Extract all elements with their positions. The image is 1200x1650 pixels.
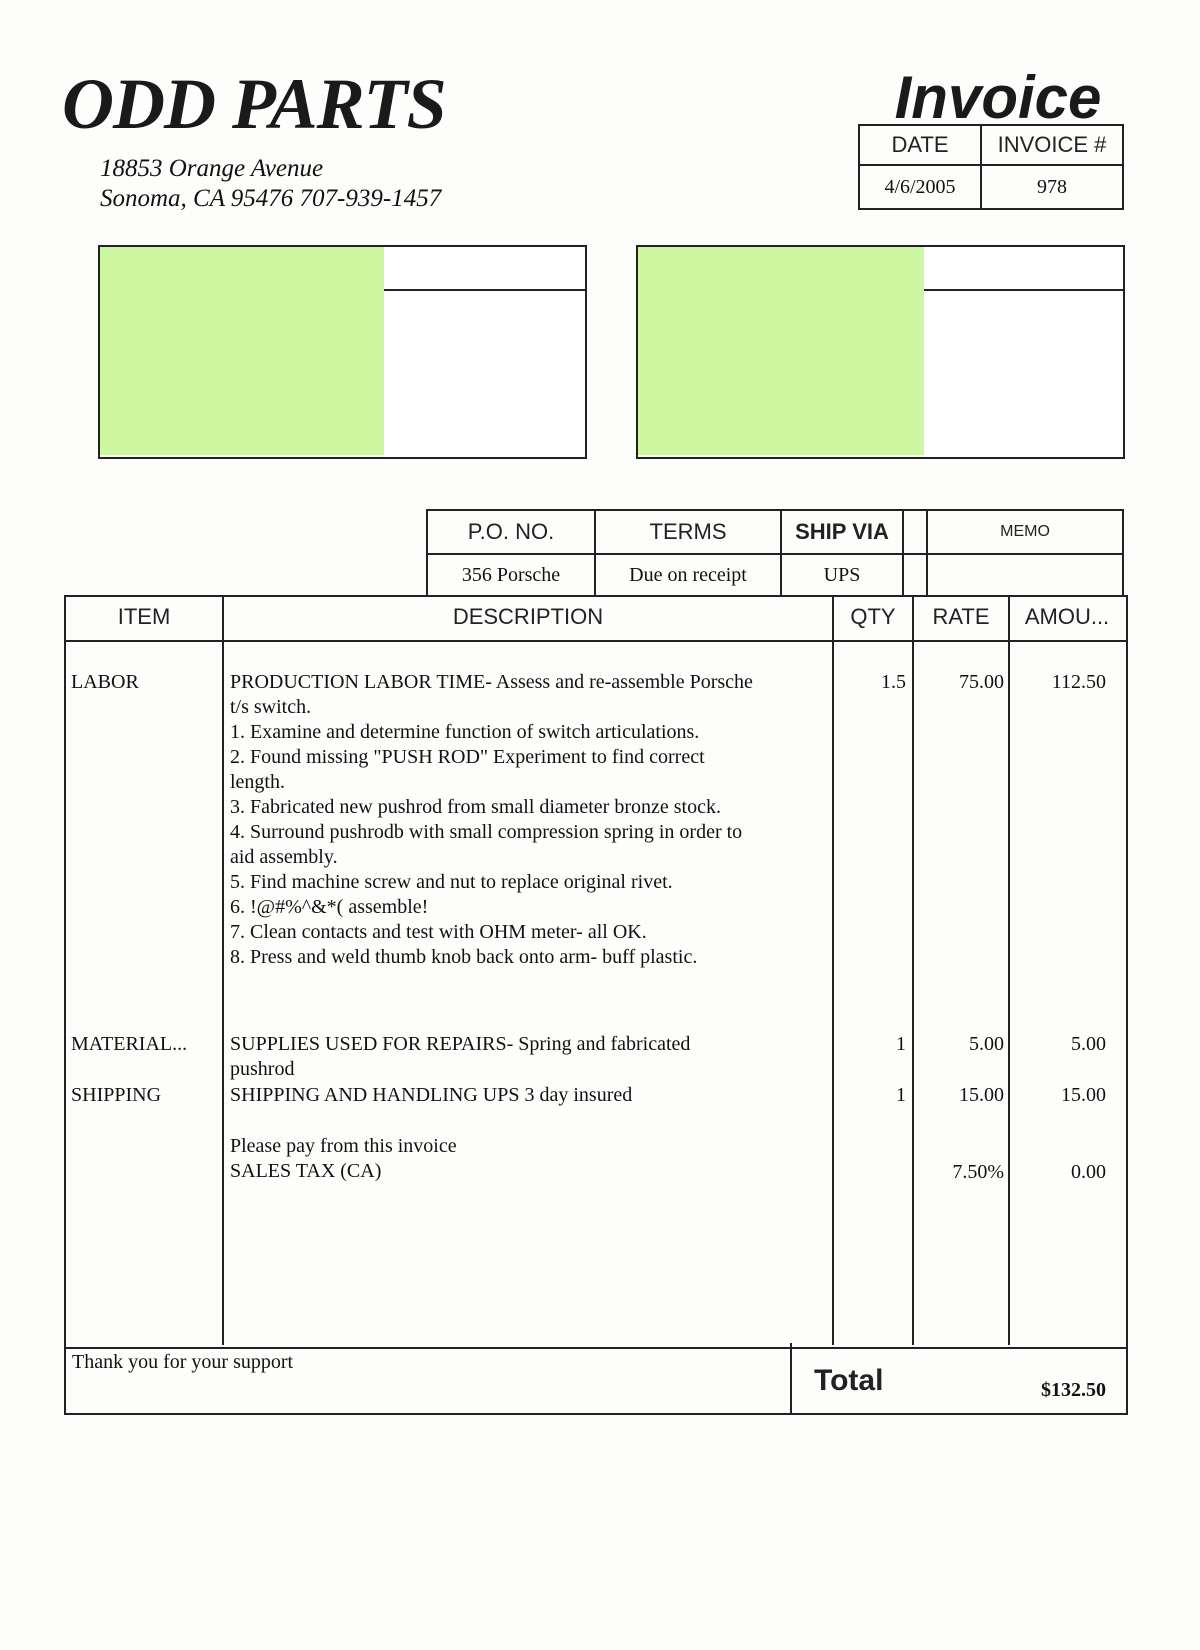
line-item-description: SHIPPING AND HANDLING UPS 3 day insured <box>230 1084 633 1106</box>
company-address-line1: 18853 Orange Avenue <box>100 155 324 182</box>
column-header-amount: AMOU... <box>1024 604 1110 629</box>
line-item-rate: 75.00 <box>959 671 1004 693</box>
line-item-name: SHIPPING <box>71 1084 162 1106</box>
line-item-name: LABOR <box>71 671 139 693</box>
terms-value: Due on receipt <box>595 554 781 596</box>
line-item-description: SUPPLIES USED FOR REPAIRS- Spring and fabricated pushrod <box>230 1033 691 1080</box>
column-header-description: DESCRIPTION <box>452 604 604 629</box>
invoice-title: Invoice <box>894 64 1102 131</box>
column-header-item: ITEM <box>117 604 171 629</box>
invoice-number: 978 <box>981 165 1123 209</box>
invoice-date-number-table <box>858 124 1124 210</box>
invoice-date: 4/6/2005 <box>859 165 981 209</box>
terms-label: TERMS <box>595 510 781 554</box>
po-label: P.O. NO. <box>427 510 595 554</box>
line-item-description: PRODUCTION LABOR TIME- Assess and re-assemble Porsche t/s switch. 1. Examine and determine function of switch articulations. 2. Found missing "PUSH ROD" Experiment to find correct length. 3. Fabricated new pushrod from small diameter bronze stock. 4. Surround pushrodb with small compression spring in order to aid assembly. 5. Find machine screw and nut to replace original rivet. 6. !@#%^&*( assemble! 7. Clean contacts and test with OHM meter- all OK. 8. Press and weld thumb knob back onto arm- buff plastic. <box>230 671 753 968</box>
invoice-number-label: INVOICE # <box>981 125 1123 165</box>
line-item-description: Please pay from this invoice SALES TAX (CA) <box>230 1135 457 1182</box>
po-number: 356 Porsche <box>427 554 595 596</box>
redaction-sticky-note <box>100 247 384 455</box>
date-label: DATE <box>859 125 981 165</box>
line-item-amount: 15.00 <box>1061 1084 1106 1106</box>
company-name: ODD PARTS <box>62 64 446 144</box>
thank-you-message: Thank you for your support <box>72 1351 294 1373</box>
ship-via-value: UPS <box>781 554 903 596</box>
line-item-amount: 112.50 <box>1051 671 1106 693</box>
line-item-rate: 15.00 <box>959 1084 1004 1106</box>
invoice-total: $132.50 <box>1041 1379 1106 1401</box>
memo-label: MEMO <box>927 510 1123 554</box>
line-item-amount: 5.00 <box>1071 1033 1106 1055</box>
redaction-sticky-note <box>638 247 924 455</box>
line-item-name: MATERIAL... <box>71 1033 188 1055</box>
sales-tax-amount: 0.00 <box>1071 1161 1106 1183</box>
line-item-qty: 1 <box>896 1084 906 1106</box>
total-label: Total <box>814 1364 884 1397</box>
line-item-rate: 5.00 <box>969 1033 1004 1055</box>
column-header-qty: QTY <box>850 604 896 629</box>
company-address-line2: Sonoma, CA 95476 707-939-1457 <box>100 185 442 212</box>
column-header-rate: RATE <box>932 604 990 629</box>
ship-via-label: SHIP VIA <box>781 510 903 554</box>
line-item-qty: 1 <box>896 1033 906 1055</box>
order-meta-table <box>426 509 1124 597</box>
sales-tax-rate: 7.50% <box>952 1161 1004 1183</box>
line-item-qty: 1.5 <box>881 671 906 693</box>
